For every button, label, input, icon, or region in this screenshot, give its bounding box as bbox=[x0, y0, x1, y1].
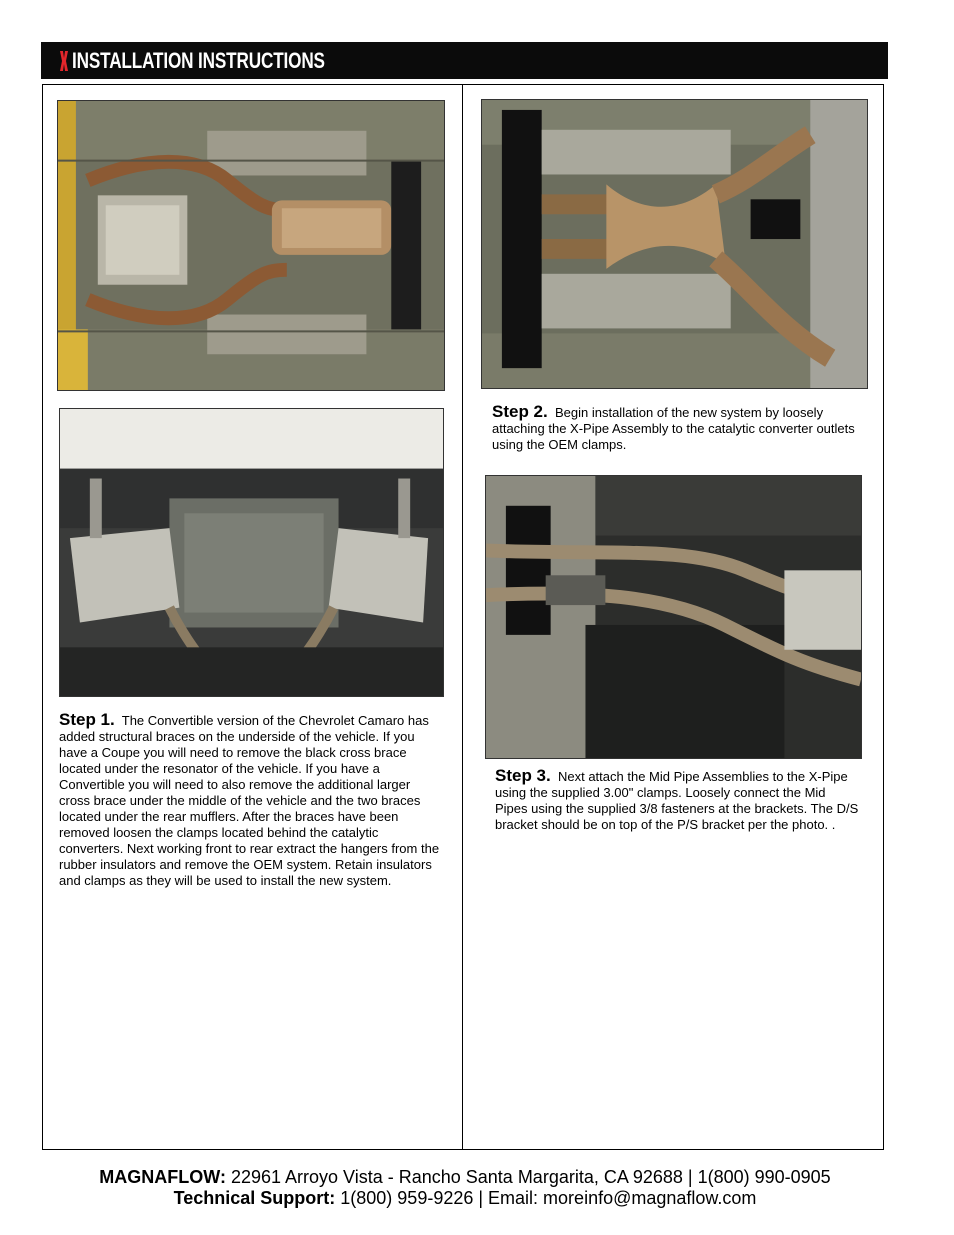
stock-exhaust-underside-photo bbox=[57, 100, 445, 391]
column-divider bbox=[462, 84, 463, 1150]
step-3-label: Step 3. bbox=[495, 766, 551, 785]
step-1 bbox=[59, 712, 441, 889]
header-bar bbox=[41, 42, 888, 79]
step-3 bbox=[495, 768, 861, 833]
footer-support-label: Technical Support: bbox=[173, 1188, 336, 1208]
step-3-text: Next attach the Mid Pipe Assemblies to the X-Pipe using the supplied 3.00" clamps. Loosely connect the Mid Pipes using the supplied 3/8 fasteners at the brackets. The D/S bracket should be on top of the P/S bracket per the photo. . bbox=[495, 769, 859, 832]
x-pipe-assembly-photo bbox=[481, 99, 868, 389]
red-exhaust-mark-icon bbox=[59, 50, 69, 72]
footer-company-label: MAGNAFLOW: bbox=[99, 1167, 226, 1187]
footer-company-text: 22961 Arroyo Vista - Rancho Santa Margarita, CA 92688 | 1(800) 990-0905 bbox=[230, 1167, 831, 1187]
rear-mufflers-photo bbox=[59, 408, 444, 697]
step-2-label: Step 2. bbox=[492, 402, 548, 421]
step-2-text: Begin installation of the new system by loosely attaching the X-Pipe Assembly to the catalytic converter outlets using the OEM clamps. bbox=[492, 405, 855, 452]
mid-pipe-assemblies-photo bbox=[485, 475, 862, 759]
step-1-label: Step 1. bbox=[59, 710, 115, 729]
step-2 bbox=[492, 404, 864, 453]
footer-support-text: 1(800) 959-9226 | Email: moreinfo@magnaflow.com bbox=[340, 1188, 757, 1208]
step-1-text: The Convertible version of the Chevrolet Camaro has added structural braces on the underside of the vehicle. If you have a Coupe you will need to remove the black cross brace located under the resonator of the vehicle. If you have a Convertible you will need to also remove the additional larger cross brace under the middle of the vehicle and the two braces located under the rear mufflers. After the braces have been removed loosen the clamps located behind the catalytic converters. Next working front to rear extract the hangers from the rubber insulators and remove the OEM system. Retain insulators and clamps as they will be used to install the new system. bbox=[59, 713, 440, 888]
footer-support-line bbox=[0, 1188, 930, 1209]
footer-company-line bbox=[0, 1167, 930, 1188]
page-title: INSTALLATION INSTRUCTIONS bbox=[72, 48, 325, 73]
